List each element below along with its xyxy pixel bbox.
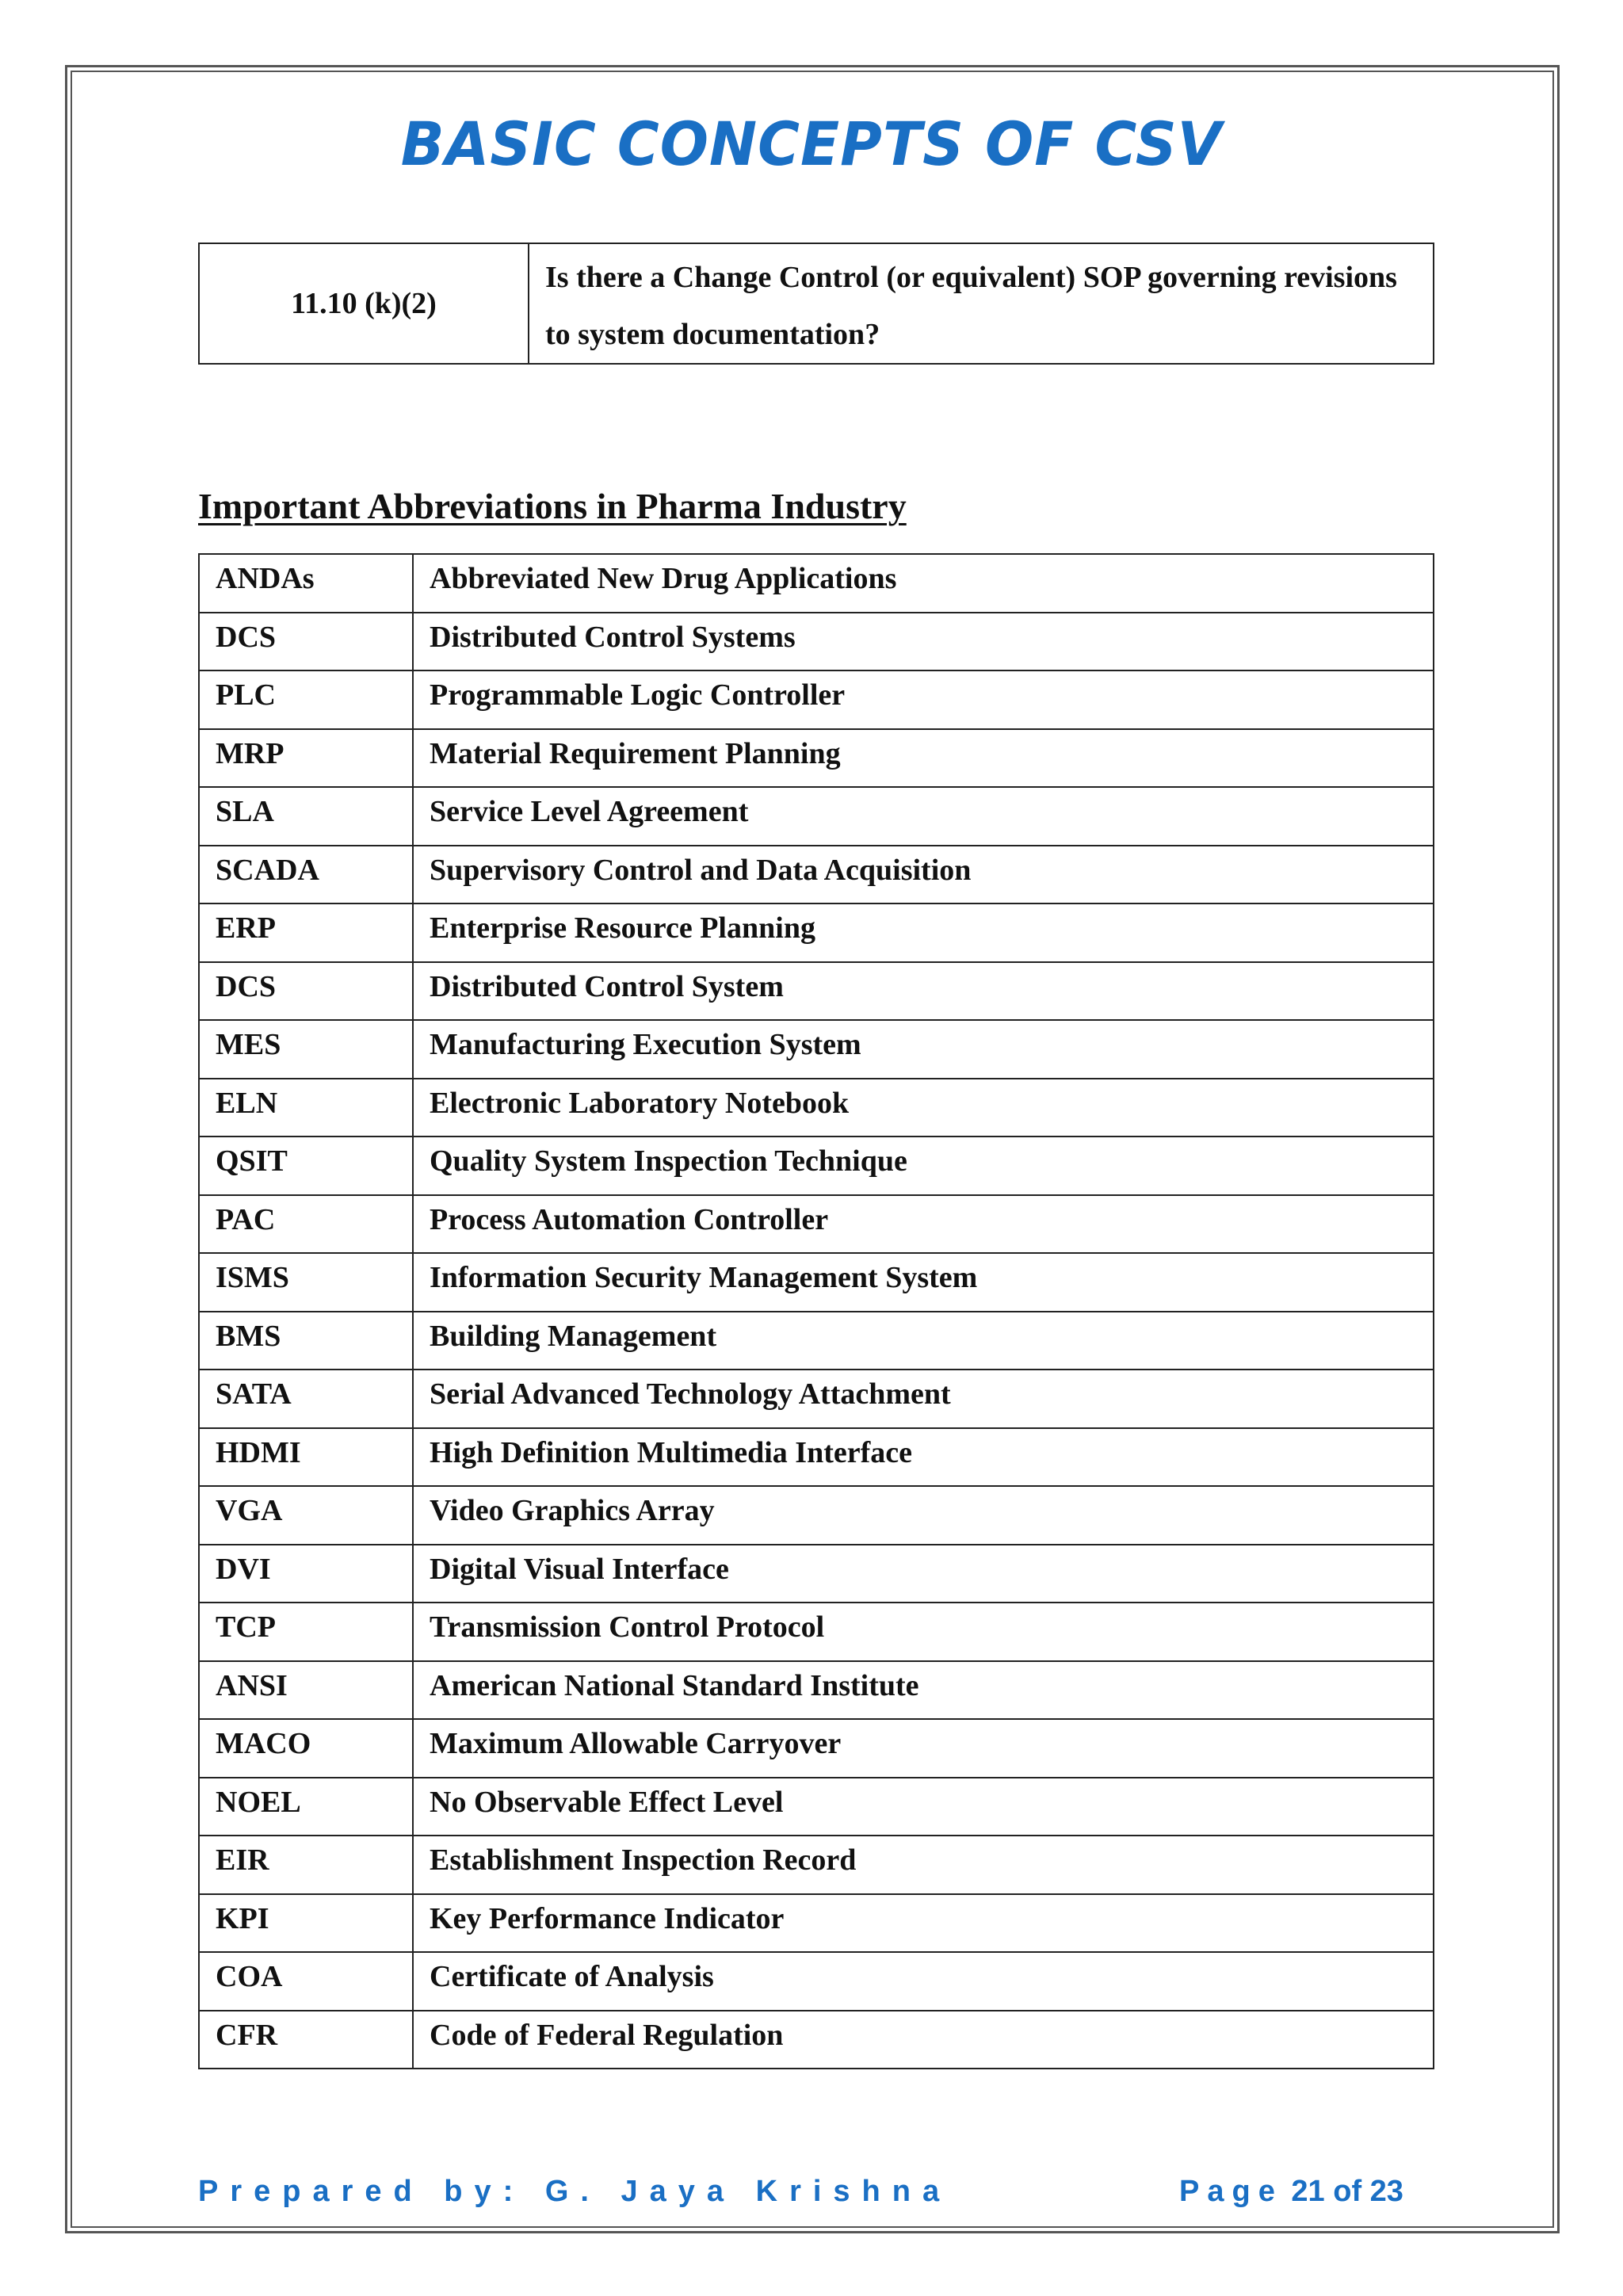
table-row xyxy=(199,2011,1434,2069)
table-row xyxy=(199,554,1434,613)
abbreviation-cell: NOEL xyxy=(199,1778,413,1836)
abbreviation-cell: MACO xyxy=(199,1719,413,1778)
abbreviations-table-body xyxy=(199,554,1434,2069)
requirement-row xyxy=(199,243,1434,364)
table-row xyxy=(199,1661,1434,1720)
footer-page-label: Page xyxy=(1179,2175,1283,2208)
table-row xyxy=(199,1545,1434,1603)
footer-page-number xyxy=(1179,2175,1403,2209)
table-row xyxy=(199,787,1434,846)
abbreviation-cell: ERP xyxy=(199,904,413,962)
meaning-cell: Digital Visual Interface xyxy=(413,1545,1434,1603)
abbreviation-cell: DVI xyxy=(199,1545,413,1603)
footer-prepared-by: Prepared by: G. Jaya Krishna xyxy=(198,2175,952,2208)
requirement-id: 11.10 (k)(2) xyxy=(199,243,529,364)
table-row xyxy=(199,962,1434,1021)
table-row xyxy=(199,670,1434,729)
meaning-cell: Code of Federal Regulation xyxy=(413,2011,1434,2069)
footer-page-of: of xyxy=(1333,2175,1362,2208)
meaning-cell: American National Standard Institute xyxy=(413,1661,1434,1720)
abbreviation-cell: SATA xyxy=(199,1370,413,1428)
footer-page-current: 21 xyxy=(1291,2175,1325,2208)
meaning-cell: Information Security Management System xyxy=(413,1253,1434,1312)
abbreviation-cell: SCADA xyxy=(199,846,413,904)
meaning-cell: No Observable Effect Level xyxy=(413,1778,1434,1836)
meaning-cell: Certificate of Analysis xyxy=(413,1952,1434,2011)
abbreviation-cell: VGA xyxy=(199,1486,413,1545)
page-title: BASIC CONCEPTS OF CSV xyxy=(400,109,1223,180)
table-row xyxy=(199,729,1434,788)
table-row xyxy=(199,1719,1434,1778)
meaning-cell: Establishment Inspection Record xyxy=(413,1836,1434,1894)
meaning-cell: Abbreviated New Drug Applications xyxy=(413,554,1434,613)
table-row xyxy=(199,1195,1434,1254)
abbreviation-cell: QSIT xyxy=(199,1137,413,1195)
meaning-cell: Quality System Inspection Technique xyxy=(413,1137,1434,1195)
abbreviation-cell: ANSI xyxy=(199,1661,413,1720)
abbreviation-cell: HDMI xyxy=(199,1428,413,1487)
table-row xyxy=(199,904,1434,962)
abbreviation-cell: ANDAs xyxy=(199,554,413,613)
requirement-table xyxy=(198,243,1434,365)
table-row xyxy=(199,1894,1434,1953)
table-row xyxy=(199,1603,1434,1661)
abbreviation-cell: TCP xyxy=(199,1603,413,1661)
table-row xyxy=(199,1253,1434,1312)
abbreviation-cell: DCS xyxy=(199,613,413,671)
abbreviation-cell: ELN xyxy=(199,1079,413,1137)
table-row xyxy=(199,1952,1434,2011)
requirement-table-body xyxy=(199,243,1434,364)
meaning-cell: Manufacturing Execution System xyxy=(413,1020,1434,1079)
table-row xyxy=(199,1079,1434,1137)
table-row xyxy=(199,1486,1434,1545)
meaning-cell: Programmable Logic Controller xyxy=(413,670,1434,729)
meaning-cell: Service Level Agreement xyxy=(413,787,1434,846)
meaning-cell: Key Performance Indicator xyxy=(413,1894,1434,1953)
meaning-cell: High Definition Multimedia Interface xyxy=(413,1428,1434,1487)
abbreviation-cell: ISMS xyxy=(199,1253,413,1312)
meaning-cell: Maximum Allowable Carryover xyxy=(413,1719,1434,1778)
meaning-cell: Building Management xyxy=(413,1312,1434,1370)
meaning-cell: Material Requirement Planning xyxy=(413,729,1434,788)
meaning-cell: Enterprise Resource Planning xyxy=(413,904,1434,962)
table-row xyxy=(199,1778,1434,1836)
table-row xyxy=(199,1020,1434,1079)
abbreviation-cell: COA xyxy=(199,1952,413,2011)
meaning-cell: Process Automation Controller xyxy=(413,1195,1434,1254)
meaning-cell: Electronic Laboratory Notebook xyxy=(413,1079,1434,1137)
requirement-text: Is there a Change Control (or equivalent) SOP governing revisions to system documentation? xyxy=(529,243,1434,364)
abbreviation-cell: EIR xyxy=(199,1836,413,1894)
abbreviation-cell: PLC xyxy=(199,670,413,729)
abbreviation-cell: KPI xyxy=(199,1894,413,1953)
meaning-cell: Distributed Control System xyxy=(413,962,1434,1021)
footer-page-total: 23 xyxy=(1369,2175,1403,2208)
table-row xyxy=(199,613,1434,671)
abbreviation-cell: MES xyxy=(199,1020,413,1079)
table-row xyxy=(199,1312,1434,1370)
abbreviations-table xyxy=(198,553,1434,2069)
meaning-cell: Distributed Control Systems xyxy=(413,613,1434,671)
abbreviation-cell: PAC xyxy=(199,1195,413,1254)
table-row xyxy=(199,1836,1434,1894)
section-heading: Important Abbreviations in Pharma Industry xyxy=(198,486,907,526)
meaning-cell: Supervisory Control and Data Acquisition xyxy=(413,846,1434,904)
abbreviation-cell: CFR xyxy=(199,2011,413,2069)
table-row xyxy=(199,1428,1434,1487)
table-row xyxy=(199,1370,1434,1428)
abbreviation-cell: DCS xyxy=(199,962,413,1021)
abbreviation-cell: BMS xyxy=(199,1312,413,1370)
table-row xyxy=(199,1137,1434,1195)
meaning-cell: Serial Advanced Technology Attachment xyxy=(413,1370,1434,1428)
meaning-cell: Transmission Control Protocol xyxy=(413,1603,1434,1661)
meaning-cell: Video Graphics Array xyxy=(413,1486,1434,1545)
table-row xyxy=(199,846,1434,904)
abbreviation-cell: MRP xyxy=(199,729,413,788)
abbreviation-cell: SLA xyxy=(199,787,413,846)
